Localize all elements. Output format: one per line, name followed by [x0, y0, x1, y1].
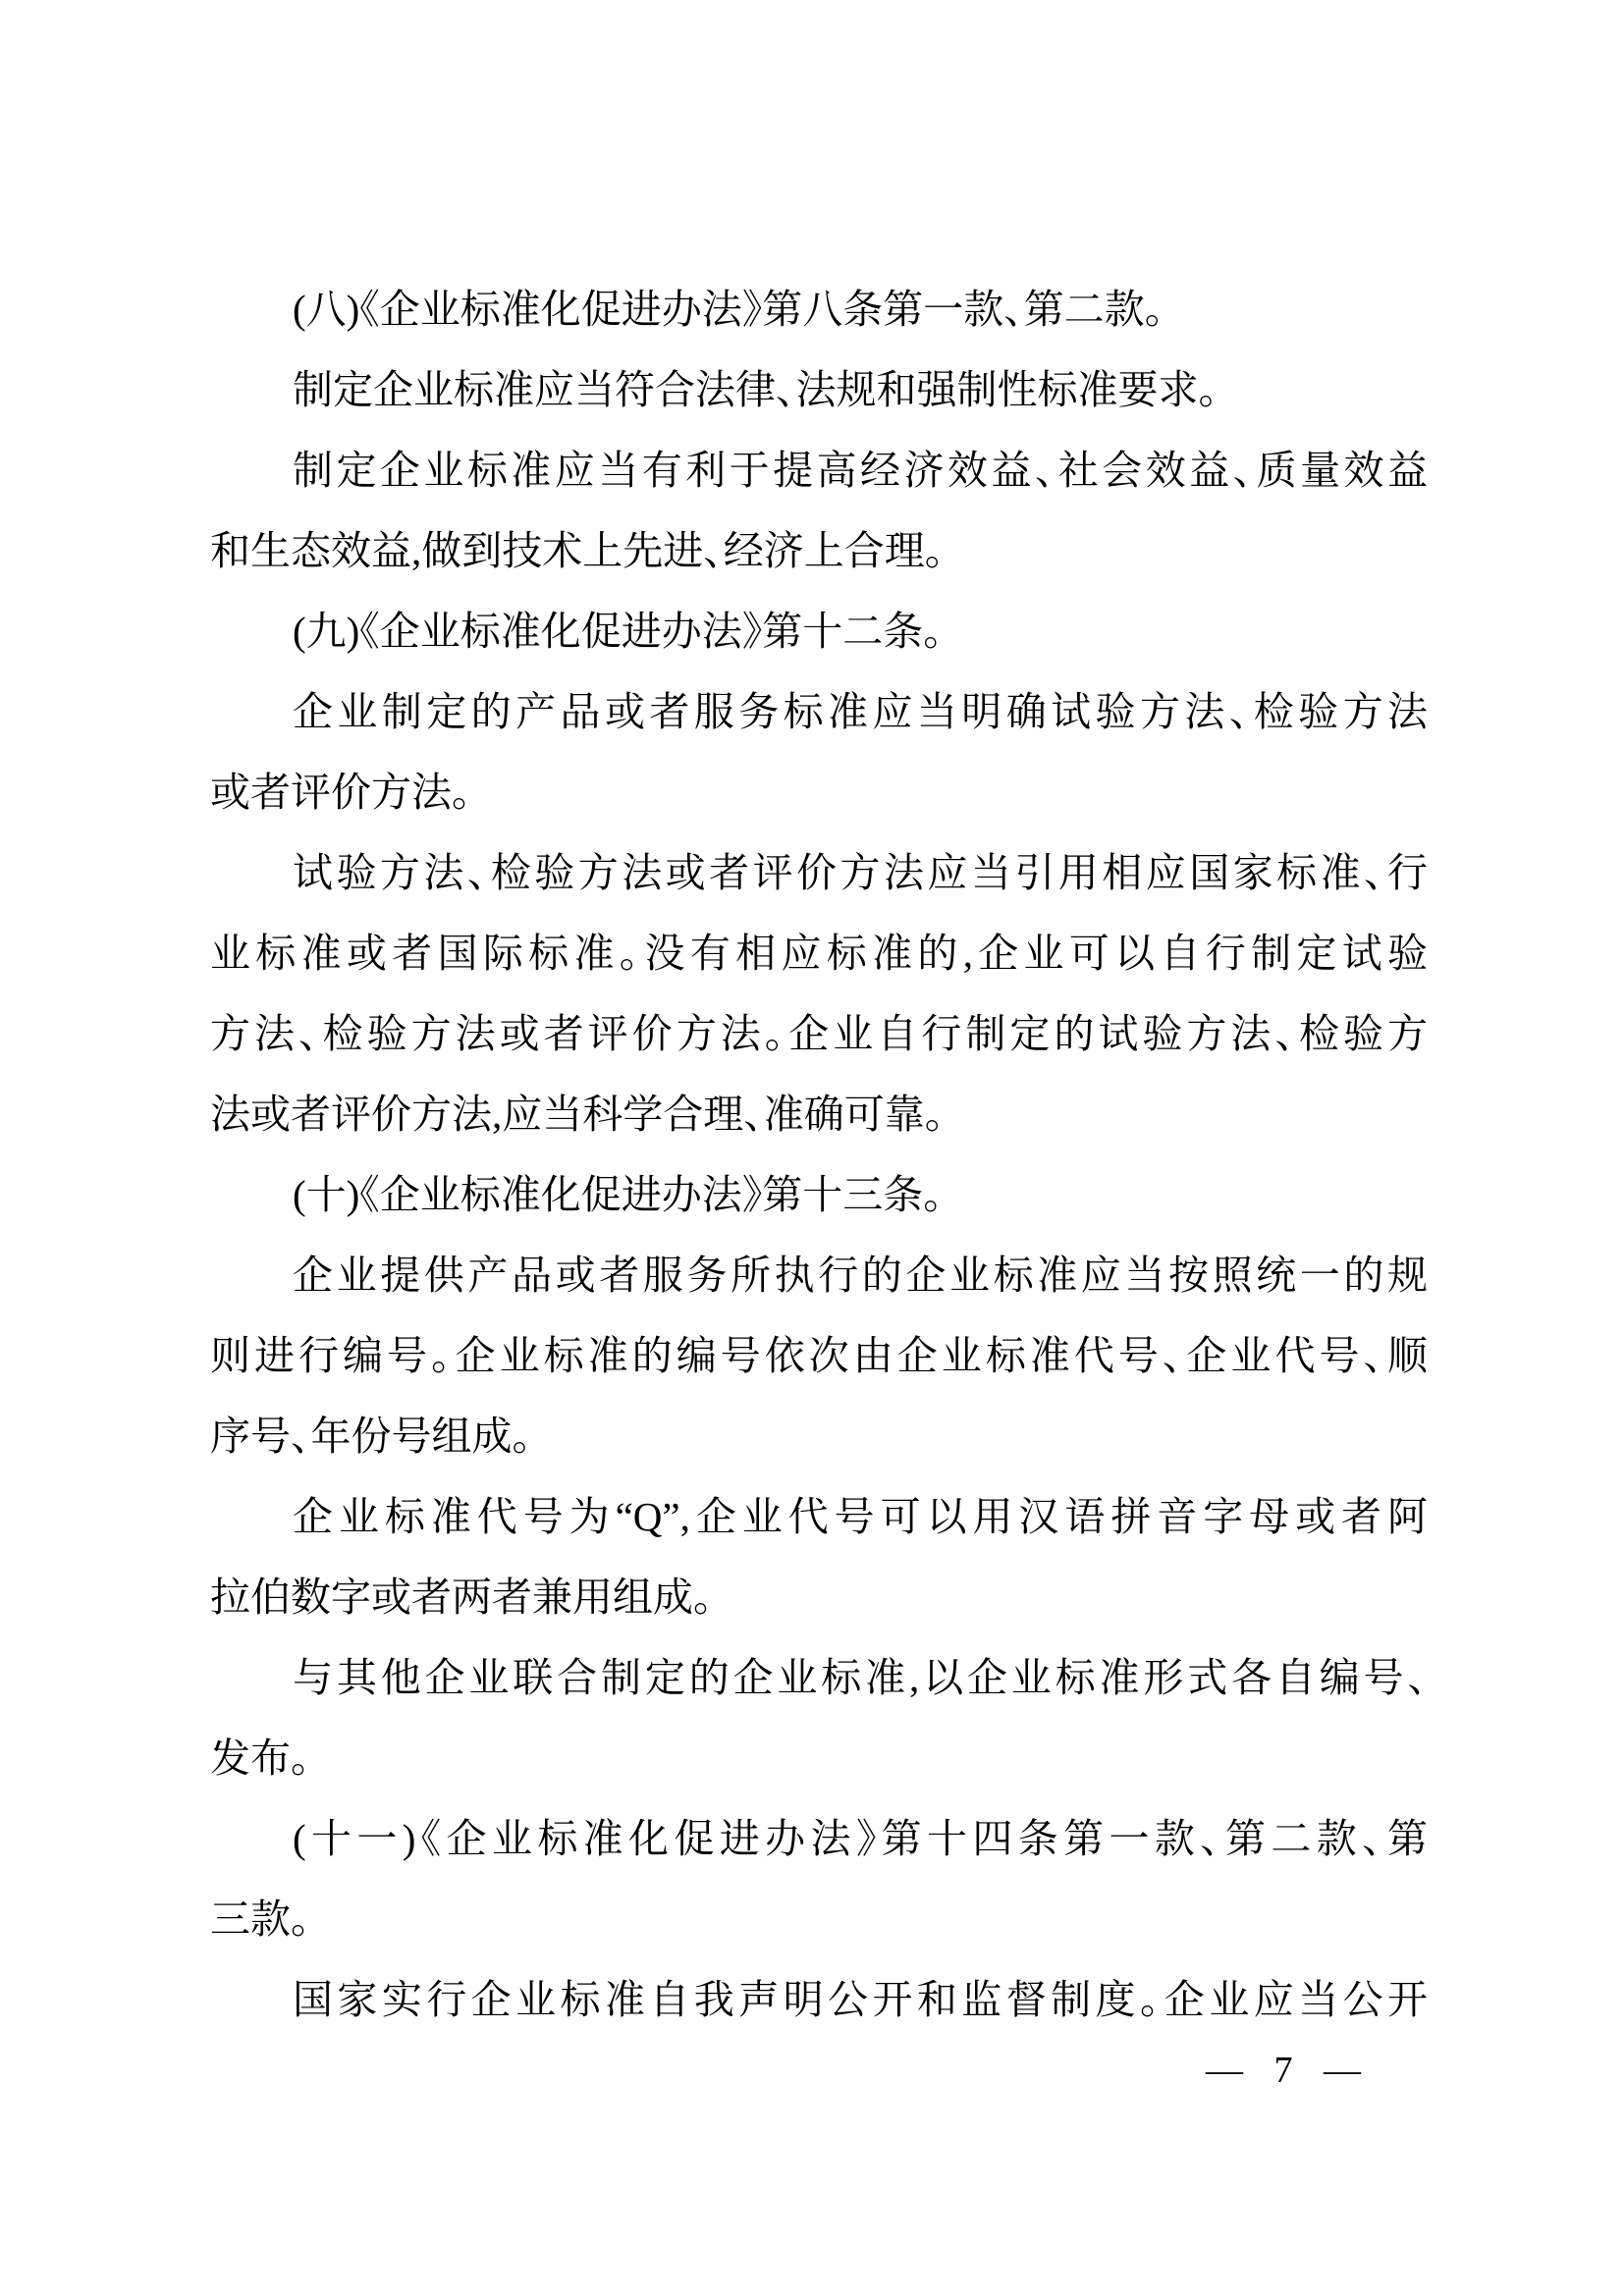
- text-line: 试验方法、检验方法或者评价方法应当引用相应国家标准、行: [293, 850, 1428, 895]
- text-line: 企业提供产品或者服务所执行的企业标准应当按照统一的规: [293, 1253, 1428, 1298]
- text-line: 制定企业标准应当有利于提高经济效益、社会效益、质量效益: [293, 448, 1428, 493]
- text-line: (八)《企业标准化促进办法》第八条第一款、第二款。: [293, 287, 1165, 332]
- text-line: 拉伯数字或者两者兼用组成。: [210, 1575, 714, 1620]
- text-line: 序号、年份号组成。: [210, 1414, 532, 1459]
- text-line: 发布。: [210, 1735, 311, 1781]
- text-line: (九)《企业标准化促进办法》第十二条。: [293, 609, 944, 654]
- text-line: 企业制定的产品或者服务标准应当明确试验方法、检验方法: [293, 689, 1428, 734]
- text-line: 或者评价方法。: [210, 770, 472, 815]
- text-line: 三款。: [210, 1896, 311, 1942]
- document-body: [210, 269, 1428, 2040]
- text-line: 与其他企业联合制定的企业标准,以企业标准形式各自编号、: [293, 1655, 1428, 1700]
- text-line: 国家实行企业标准自我声明公开和监督制度。企业应当公开: [293, 1977, 1428, 2022]
- text-line: 方法、检验方法或者评价方法。企业自行制定的试验方法、检验方: [210, 1011, 1428, 1056]
- text-line: 企业标准代号为“Q”,企业代号可以用汉语拼音字母或者阿: [293, 1494, 1428, 1539]
- text-line: 法或者评价方法,应当科学合理、准确可靠。: [210, 1092, 946, 1137]
- text-line: 业标准或者国际标准。没有相应标准的,企业可以自行制定试验: [210, 931, 1428, 976]
- text-line: 则进行编号。企业标准的编号依次由企业标准代号、企业代号、顺: [210, 1333, 1428, 1378]
- text-line: 制定企业标准应当符合法律、法规和强制性标准要求。: [293, 367, 1218, 412]
- text-line: 和生态效益,做到技术上先进、经济上合理。: [210, 528, 946, 573]
- page-number: — 7 —: [1206, 2050, 1362, 2091]
- text-line: (十一)《企业标准化促进办法》第十四条第一款、第二款、第: [293, 1816, 1428, 1861]
- text-line: (十)《企业标准化促进办法》第十三条。: [293, 1172, 944, 1217]
